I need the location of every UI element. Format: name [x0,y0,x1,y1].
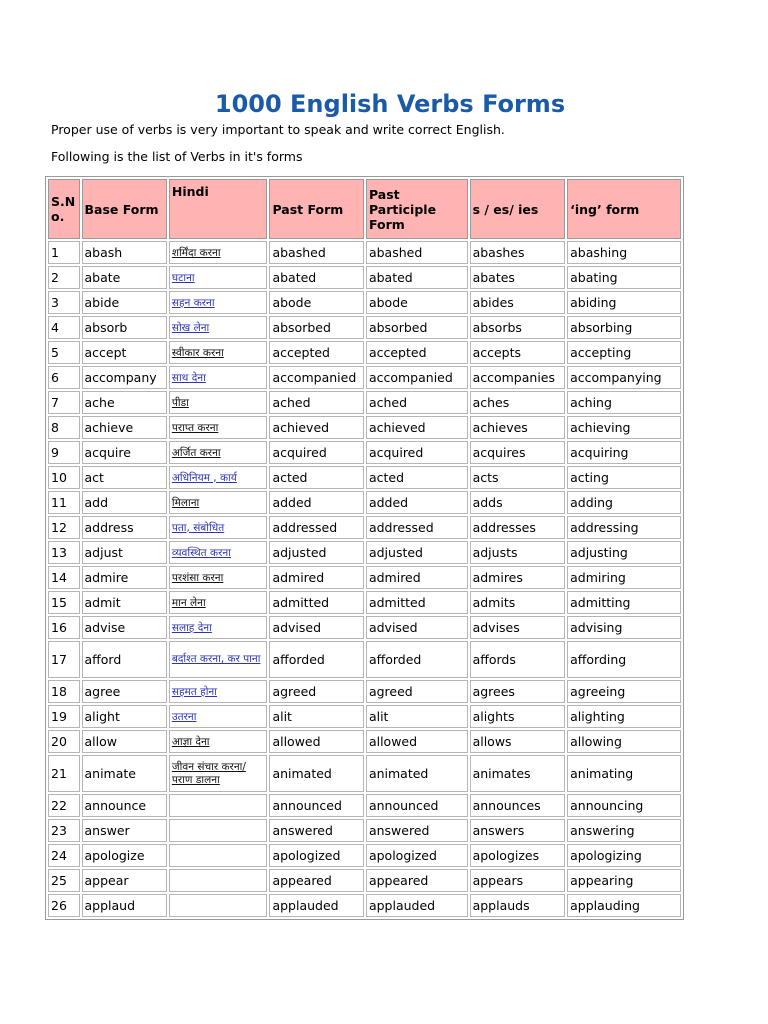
cell-s-es-ies: accompanies [470,366,566,389]
cell-hindi [169,541,268,564]
cell-ing-form: advising [567,616,681,639]
cell-past-participle: addressed [366,516,468,539]
cell-hindi [169,705,268,728]
cell-hindi [169,466,268,489]
cell-hindi [169,291,268,314]
cell-base-form: absorb [82,316,167,339]
cell-past-participle: accepted [366,341,468,364]
cell-base-form: animate [82,755,167,792]
cell-ing-form: adding [567,491,681,514]
cell-base-form: accompany [82,366,167,389]
cell-ing-form: accepting [567,341,681,364]
cell-past-participle: appeared [366,869,468,892]
cell-past-participle: apologized [366,844,468,867]
cell-base-form: admire [82,566,167,589]
cell-sno: 10 [48,466,80,489]
cell-hindi [169,680,268,703]
cell-past-form: announced [269,794,364,817]
cell-ing-form: addressing [567,516,681,539]
cell-past-participle: ached [366,391,468,414]
cell-ing-form: applauding [567,894,681,917]
table-row [48,755,681,792]
cell-s-es-ies: animates [470,755,566,792]
cell-base-form: appear [82,869,167,892]
cell-sno: 3 [48,291,80,314]
cell-past-participle: accompanied [366,366,468,389]
cell-base-form: applaud [82,894,167,917]
cell-ing-form: apologizing [567,844,681,867]
cell-past-participle: afforded [366,641,468,678]
cell-hindi [169,869,268,892]
table-row [48,730,681,753]
cell-ing-form: accompanying [567,366,681,389]
cell-hindi [169,341,268,364]
cell-past-participle: acted [366,466,468,489]
header-base-form: Base Form [82,179,167,239]
hindi-meaning-link[interactable]: साथ देना [171,371,206,384]
cell-base-form: agree [82,680,167,703]
header-past-form: Past Form [269,179,364,239]
cell-hindi [169,641,268,678]
cell-sno: 19 [48,705,80,728]
cell-past-participle: announced [366,794,468,817]
cell-sno: 4 [48,316,80,339]
cell-base-form: act [82,466,167,489]
cell-s-es-ies: appears [470,869,566,892]
table-row [48,241,681,264]
cell-s-es-ies: abides [470,291,566,314]
cell-past-participle: abode [366,291,468,314]
cell-sno: 20 [48,730,80,753]
cell-s-es-ies: adjusts [470,541,566,564]
cell-hindi [169,794,268,817]
cell-past-form: abated [269,266,364,289]
cell-ing-form: abiding [567,291,681,314]
cell-past-participle: adjusted [366,541,468,564]
cell-hindi [169,844,268,867]
cell-hindi [169,730,268,753]
hindi-meaning-link[interactable]: स्वीकार करना [171,346,224,359]
hindi-meaning-link[interactable]: पराप्त करना [171,421,219,434]
cell-ing-form: achieving [567,416,681,439]
hindi-meaning-link[interactable]: परशंसा करना [171,571,224,584]
cell-s-es-ies: absorbs [470,316,566,339]
cell-s-es-ies: admits [470,591,566,614]
cell-past-participle: animated [366,755,468,792]
cell-past-participle: admired [366,566,468,589]
cell-s-es-ies: addresses [470,516,566,539]
cell-ing-form: allowing [567,730,681,753]
cell-past-form: admired [269,566,364,589]
cell-s-es-ies: achieves [470,416,566,439]
table-row [48,491,681,514]
table-row [48,566,681,589]
cell-base-form: announce [82,794,167,817]
hindi-meaning-link[interactable]: आज्ञा देना [171,735,210,748]
cell-base-form: achieve [82,416,167,439]
cell-hindi [169,266,268,289]
hindi-meaning-link[interactable]: उतरना [171,710,197,723]
cell-sno: 15 [48,591,80,614]
cell-past-form: accompanied [269,366,364,389]
cell-past-form: advised [269,616,364,639]
cell-sno: 8 [48,416,80,439]
cell-ing-form: animating [567,755,681,792]
cell-base-form: abide [82,291,167,314]
table-row [48,391,681,414]
cell-past-form: ached [269,391,364,414]
intro-subtext: Following is the list of Verbs in it's forms [51,149,303,164]
hindi-meaning-link[interactable]: घटाना [171,271,195,284]
cell-s-es-ies: answers [470,819,566,842]
table-row [48,466,681,489]
cell-base-form: accept [82,341,167,364]
cell-sno: 24 [48,844,80,867]
hindi-meaning-link[interactable]: सहमत होना [171,685,217,698]
cell-s-es-ies: adds [470,491,566,514]
cell-sno: 17 [48,641,80,678]
cell-sno: 5 [48,341,80,364]
table-row [48,266,681,289]
cell-hindi [169,241,268,264]
cell-past-form: appeared [269,869,364,892]
cell-sno: 26 [48,894,80,917]
header-past-participle: Past Participle Form [366,179,468,239]
cell-s-es-ies: affords [470,641,566,678]
cell-s-es-ies: aches [470,391,566,414]
cell-past-form: adjusted [269,541,364,564]
hindi-meaning-link[interactable]: सहन करना [171,296,215,309]
intro-text: Proper use of verbs is very important to speak and write correct English. [51,122,505,137]
cell-base-form: answer [82,819,167,842]
cell-past-form: admitted [269,591,364,614]
cell-base-form: allow [82,730,167,753]
cell-base-form: afford [82,641,167,678]
hindi-meaning-link[interactable]: पता, संबोधित [171,521,225,534]
cell-sno: 13 [48,541,80,564]
cell-hindi [169,441,268,464]
cell-past-form: animated [269,755,364,792]
cell-s-es-ies: abashes [470,241,566,264]
cell-s-es-ies: abates [470,266,566,289]
cell-ing-form: abashing [567,241,681,264]
cell-base-form: alight [82,705,167,728]
table-row [48,316,681,339]
cell-base-form: abate [82,266,167,289]
cell-past-form: abode [269,291,364,314]
table-row [48,441,681,464]
cell-sno: 23 [48,819,80,842]
hindi-meaning-link[interactable]: बर्दाश्त करना, कर पाना [171,653,261,665]
cell-hindi [169,819,268,842]
cell-base-form: abash [82,241,167,264]
cell-s-es-ies: agrees [470,680,566,703]
table-header-row [48,179,681,239]
cell-hindi [169,416,268,439]
table-row [48,705,681,728]
hindi-meaning-link[interactable]: जीवन संचार करना/पराण डालना [171,760,246,786]
table-row [48,366,681,389]
table-row [48,869,681,892]
cell-base-form: ache [82,391,167,414]
cell-past-form: accepted [269,341,364,364]
cell-past-participle: allowed [366,730,468,753]
hindi-meaning-link[interactable]: व्यवस्थित करना [171,546,231,559]
table-row [48,516,681,539]
cell-ing-form: announcing [567,794,681,817]
cell-sno: 11 [48,491,80,514]
cell-ing-form: admitting [567,591,681,614]
cell-ing-form: acting [567,466,681,489]
cell-sno: 14 [48,566,80,589]
cell-past-form: answered [269,819,364,842]
table-row [48,291,681,314]
cell-sno: 6 [48,366,80,389]
cell-sno: 2 [48,266,80,289]
cell-base-form: admit [82,591,167,614]
cell-past-form: absorbed [269,316,364,339]
cell-past-form: allowed [269,730,364,753]
cell-past-participle: abated [366,266,468,289]
cell-s-es-ies: apologizes [470,844,566,867]
hindi-meaning-link[interactable]: सोख लेना [171,321,210,334]
cell-past-participle: absorbed [366,316,468,339]
header-s-es-ies: s / es/ ies [470,179,566,239]
hindi-meaning-link[interactable]: सलाह देना [171,621,212,634]
cell-past-form: achieved [269,416,364,439]
cell-s-es-ies: advises [470,616,566,639]
cell-past-participle: alit [366,705,468,728]
hindi-meaning-link[interactable]: अधिनियम , कार्य [171,471,237,484]
cell-hindi [169,755,268,792]
cell-ing-form: affording [567,641,681,678]
cell-past-form: apologized [269,844,364,867]
cell-past-form: acquired [269,441,364,464]
hindi-meaning-link[interactable]: पीडा [171,396,189,409]
cell-s-es-ies: applauds [470,894,566,917]
table-row [48,794,681,817]
cell-ing-form: aching [567,391,681,414]
cell-s-es-ies: acquires [470,441,566,464]
cell-s-es-ies: allows [470,730,566,753]
cell-hindi [169,491,268,514]
cell-s-es-ies: alights [470,705,566,728]
table-body [48,241,681,917]
cell-ing-form: abating [567,266,681,289]
cell-ing-form: answering [567,819,681,842]
table-row [48,616,681,639]
table-row [48,819,681,842]
cell-sno: 21 [48,755,80,792]
cell-past-form: acted [269,466,364,489]
cell-base-form: address [82,516,167,539]
table-row [48,591,681,614]
cell-past-participle: answered [366,819,468,842]
cell-hindi [169,391,268,414]
cell-past-participle: abashed [366,241,468,264]
cell-sno: 18 [48,680,80,703]
cell-hindi [169,366,268,389]
cell-s-es-ies: accepts [470,341,566,364]
cell-past-form: added [269,491,364,514]
cell-past-participle: achieved [366,416,468,439]
cell-sno: 16 [48,616,80,639]
cell-past-form: addressed [269,516,364,539]
cell-s-es-ies: announces [470,794,566,817]
hindi-meaning-link[interactable]: मान लेना [171,596,206,609]
verbs-table [45,176,684,920]
cell-base-form: acquire [82,441,167,464]
cell-past-participle: admitted [366,591,468,614]
cell-sno: 7 [48,391,80,414]
cell-sno: 12 [48,516,80,539]
cell-sno: 22 [48,794,80,817]
cell-sno: 9 [48,441,80,464]
cell-past-form: afforded [269,641,364,678]
cell-past-form: abashed [269,241,364,264]
cell-sno: 1 [48,241,80,264]
cell-base-form: add [82,491,167,514]
header-sno: S.N o. [48,179,80,239]
cell-s-es-ies: acts [470,466,566,489]
cell-past-form: agreed [269,680,364,703]
cell-s-es-ies: admires [470,566,566,589]
cell-past-form: applauded [269,894,364,917]
table-row [48,844,681,867]
cell-ing-form: acquiring [567,441,681,464]
cell-ing-form: agreeing [567,680,681,703]
cell-ing-form: admiring [567,566,681,589]
cell-base-form: adjust [82,541,167,564]
header-hindi: Hindi [169,179,268,239]
cell-ing-form: absorbing [567,316,681,339]
cell-ing-form: alighting [567,705,681,728]
cell-base-form: apologize [82,844,167,867]
cell-ing-form: appearing [567,869,681,892]
cell-ing-form: adjusting [567,541,681,564]
table-row [48,894,681,917]
table-row [48,416,681,439]
hindi-meaning-link[interactable]: अर्जित करना [171,446,221,459]
hindi-meaning-link[interactable]: मिलाना [171,496,200,509]
table-row [48,641,681,678]
cell-hindi [169,894,268,917]
cell-base-form: advise [82,616,167,639]
table-row [48,541,681,564]
cell-past-participle: agreed [366,680,468,703]
cell-past-participle: added [366,491,468,514]
cell-sno: 25 [48,869,80,892]
cell-past-form: alit [269,705,364,728]
table-row [48,341,681,364]
cell-past-participle: applauded [366,894,468,917]
cell-past-participle: acquired [366,441,468,464]
table-row [48,680,681,703]
cell-hindi [169,591,268,614]
cell-hindi [169,516,268,539]
cell-hindi [169,316,268,339]
cell-past-participle: advised [366,616,468,639]
hindi-meaning-link[interactable]: शर्मिंदा करना [171,246,221,259]
cell-hindi [169,616,268,639]
cell-hindi [169,566,268,589]
page-title: 1000 English Verbs Forms [214,90,566,118]
header-ing-form: ‘ing’ form [567,179,681,239]
